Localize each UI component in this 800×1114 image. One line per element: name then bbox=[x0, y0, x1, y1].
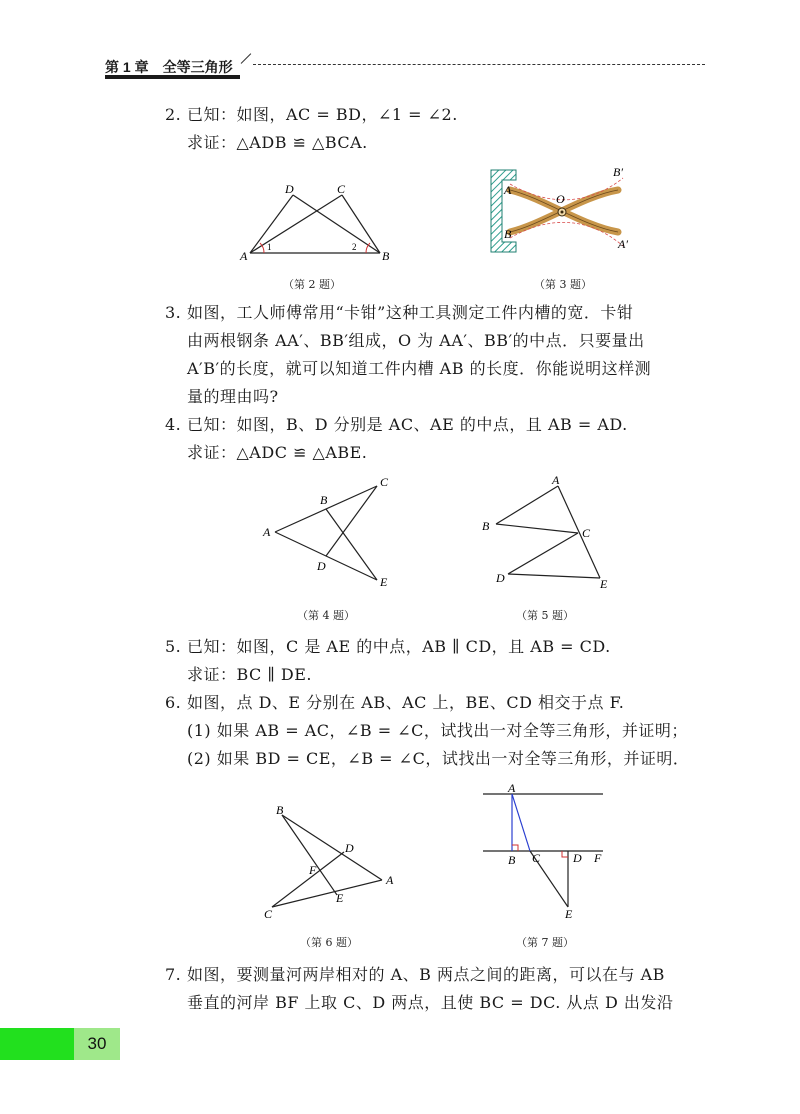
angle-label-1: 1 bbox=[267, 242, 272, 252]
caption-figure-3: （第 3 题） bbox=[534, 278, 592, 291]
label-C: C bbox=[582, 526, 591, 540]
caption-figure-5: （第 5 题） bbox=[516, 609, 574, 622]
figure-7 bbox=[478, 780, 618, 920]
label-D: D bbox=[573, 851, 582, 865]
problem-7-line-2: 垂直的河岸 BF 上取 C、D 两点，且使 BC = DC. 从点 D 出发沿 bbox=[187, 993, 674, 1012]
page-header bbox=[105, 55, 705, 79]
problem-4-line-2: 求证：△ADC ≌ △ABE. bbox=[187, 443, 368, 462]
header-dashed-rule bbox=[253, 64, 705, 65]
label-A: A bbox=[263, 525, 271, 539]
label-E: E bbox=[565, 907, 573, 921]
problem-5-line-2: 求证：BC ∥ DE. bbox=[187, 665, 312, 684]
chapter-title: 第 1 章 全等三角形 bbox=[105, 59, 233, 75]
caption-figure-7: （第 7 题） bbox=[516, 936, 574, 949]
label-B: B bbox=[504, 227, 512, 241]
header-underline bbox=[105, 75, 240, 79]
figure-4 bbox=[258, 476, 398, 596]
label-E: E bbox=[600, 577, 608, 591]
label-D: D bbox=[496, 571, 505, 585]
label-D: D bbox=[345, 841, 354, 855]
problem-number: 5. bbox=[165, 637, 182, 656]
problem-5-line-1: 5. 已知：如图，C 是 AE 的中点，AB ∥ CD，且 AB = CD. bbox=[165, 637, 611, 656]
label-A: A bbox=[552, 473, 560, 487]
problem-number: 3. bbox=[165, 303, 182, 322]
problem-3-line-1: 3. 如图，工人师傅常用“卡钳”这种工具测定工件内槽的宽．卡钳 bbox=[165, 303, 634, 322]
label-C: C bbox=[264, 907, 273, 921]
label-O: O bbox=[556, 192, 565, 206]
problem-2-line-2: 求证：△ADB ≌ △BCA. bbox=[187, 133, 368, 152]
caption-figure-2: （第 2 题） bbox=[283, 278, 341, 291]
label-B: B bbox=[382, 249, 390, 263]
label-C: C bbox=[532, 851, 541, 865]
problem-2-line-1: 2. 已知：如图，AC = BD，∠1 = ∠2. bbox=[165, 105, 458, 124]
problem-6-line-2: (1) 如果 AB = AC，∠B = ∠C，试找出一对全等三角形，并证明； bbox=[187, 721, 688, 740]
label-A: A bbox=[386, 873, 394, 887]
label-A: A bbox=[504, 183, 512, 197]
label-B: B bbox=[276, 803, 284, 817]
label-D: D bbox=[317, 559, 326, 573]
problem-4-line-1: 4. 已知：如图，B、D 分别是 AC、AE 的中点，且 AB = AD. bbox=[165, 415, 628, 434]
label-B: B bbox=[320, 493, 328, 507]
label-B: B bbox=[508, 853, 516, 867]
label-A: A bbox=[508, 781, 516, 795]
problem-7-line-1: 7. 如图，要测量河两岸相对的 A、B 两点之间的距离，可以在与 AB bbox=[165, 965, 665, 984]
label-D: D bbox=[285, 182, 294, 196]
label-C: C bbox=[337, 182, 346, 196]
label-F: F bbox=[594, 851, 602, 865]
problem-3-line-2: 由两根钢条 AA′、BB′组成，O 为 AA′、BB′的中点．只要量出 bbox=[187, 331, 645, 350]
problem-number: 7. bbox=[165, 965, 182, 984]
figure-5 bbox=[476, 473, 616, 596]
problem-6-line-1: 6. 如图，点 D、E 分别在 AB、AC 上，BE、CD 相交于点 F. bbox=[165, 693, 625, 712]
problem-number: 4. bbox=[165, 415, 182, 434]
angle-label-2: 2 bbox=[352, 242, 357, 252]
figure-6 bbox=[262, 800, 402, 925]
label-E: E bbox=[336, 891, 344, 905]
problem-number: 6. bbox=[165, 693, 182, 712]
label-F: F bbox=[309, 863, 317, 877]
label-B: B bbox=[482, 519, 490, 533]
problem-3-line-3: A′B′的长度，就可以知道工件内槽 AB 的长度．你能说明这样测 bbox=[187, 359, 652, 378]
figure-2 bbox=[230, 180, 400, 270]
caption-figure-6: （第 6 题） bbox=[300, 936, 358, 949]
label-C: C bbox=[380, 475, 389, 489]
label-E: E bbox=[380, 575, 388, 589]
figure-3 bbox=[488, 166, 638, 266]
label-A: A bbox=[240, 249, 248, 263]
label-A-prime: A′ bbox=[618, 237, 628, 251]
label-B-prime: B′ bbox=[613, 165, 623, 179]
page-number: 30 bbox=[74, 1028, 120, 1060]
header-divider bbox=[241, 53, 252, 64]
problem-6-line-3: (2) 如果 BD = CE，∠B = ∠C，试找出一对全等三角形，并证明． bbox=[187, 749, 690, 768]
problem-number: 2. bbox=[165, 105, 182, 124]
caption-figure-4: （第 4 题） bbox=[297, 609, 355, 622]
problem-3-line-4: 量的理由吗? bbox=[187, 387, 279, 406]
